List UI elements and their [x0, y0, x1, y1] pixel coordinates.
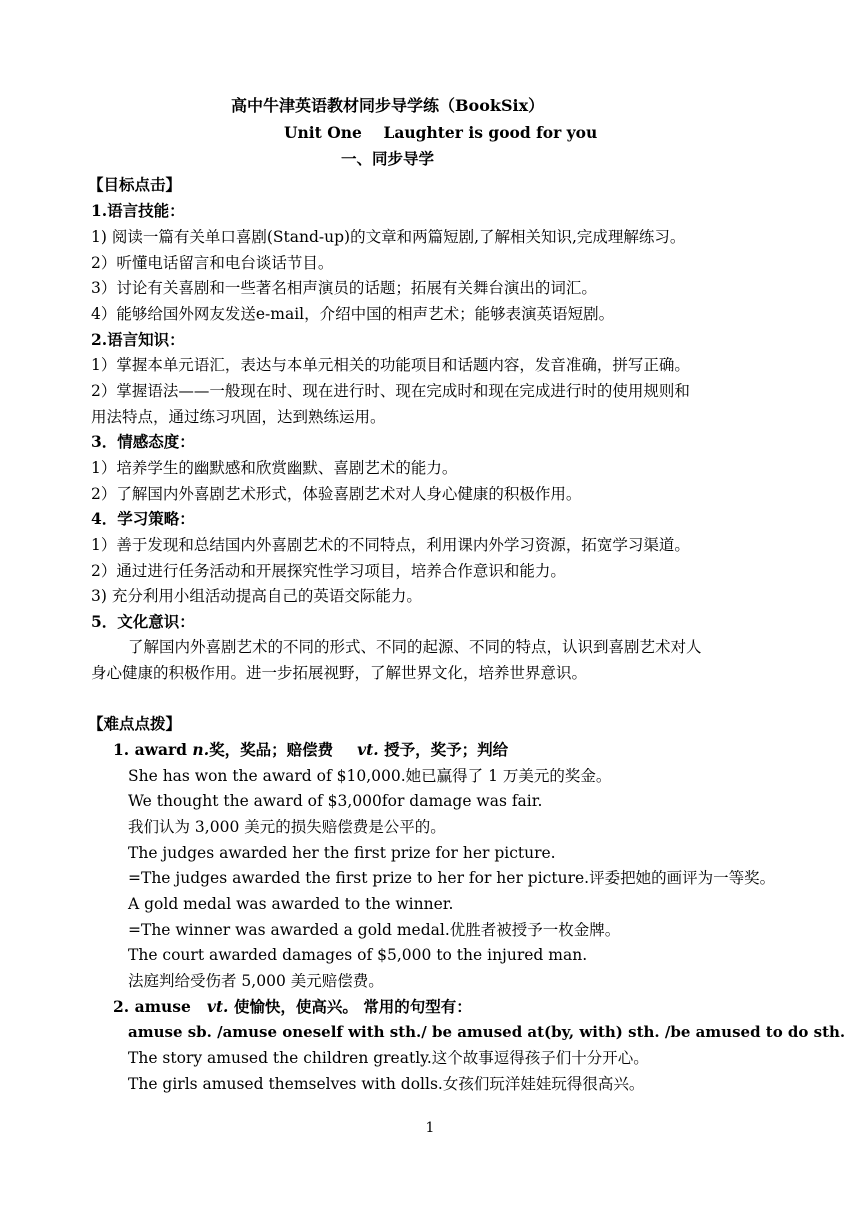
part-of-speech: vt.	[357, 740, 379, 759]
vocab-word: 2. amuse	[113, 997, 191, 1016]
example-sentence: =The winner was awarded a gold medal.优胜者被授予一枚金牌。	[128, 921, 621, 939]
objective-line: 1）善于发现和总结国内外喜剧艺术的不同特点，利用课内外学习资源，拓宽学习渠道。	[91, 536, 690, 554]
objective-line: 了解国内外喜剧艺术的不同的形式、不同的起源、不同的特点，认识到喜剧艺术对人	[128, 638, 702, 656]
objective-line: 2）通过进行任务活动和开展探究性学习项目，培养合作意识和能力。	[91, 562, 566, 580]
example-sentence: The judges awarded her the first prize for her picture.	[128, 844, 556, 862]
difficulties-heading: 【难点点拨】	[88, 714, 182, 733]
doc-title: 高中牛津英语教材同步导学练（BookSix）	[231, 96, 545, 115]
example-sentence: 我们认为 3,000 美元的损失赔偿费是公平的。	[128, 818, 446, 836]
objective-line: 2）听懂电话留言和电台谈话节目。	[91, 254, 334, 272]
objective-line: 1）掌握本单元语汇，表达与本单元相关的功能项目和话题内容，发音准确，拼写正确。	[91, 356, 690, 374]
objectives-heading: 【目标点击】	[88, 175, 182, 194]
vocab-meaning: 使愉快，使高兴。 常用的句型有：	[228, 997, 472, 1016]
example-sentence: =The judges awarded the first prize to her for her picture.评委把她的画评为一等奖。	[128, 869, 776, 887]
page-number: 1	[425, 1120, 435, 1136]
vocab-meaning: 奖，奖品；赔偿费	[209, 740, 334, 759]
example-sentence: A gold medal was awarded to the winner.	[128, 895, 454, 913]
objective-line: 1）培养学生的幽默感和欣赏幽默、喜剧艺术的能力。	[91, 459, 458, 477]
objective-line: 身心健康的积极作用。进一步拓展视野，了解世界文化，培养世界意识。	[91, 664, 588, 682]
section-title: 一、同步导学	[341, 149, 435, 168]
objective-line: 3）讨论有关喜剧和一些著名相声演员的话题；拓展有关舞台演出的词汇。	[91, 279, 597, 297]
example-sentence: The story amused the children greatly.这个故事逗得孩子们十分开心。	[128, 1049, 649, 1067]
objective-line: 1) 阅读一篇有关单口喜剧(Stand-up)的文章和两篇短剧,了解相关知识,完成理解练习。	[91, 228, 686, 246]
example-sentence: The court awarded damages of $5,000 to the injured man.	[128, 946, 588, 964]
objective-line: 4）能够给国外网友发送e-mail，介绍中国的相声艺术；能够表演英语短剧。	[91, 305, 615, 323]
objective-line: 4．学习策略：	[91, 509, 195, 528]
objective-line: 1.语言技能：	[91, 201, 185, 220]
example-sentence: She has won the award of $10,000.她已赢得了 1 万美元的奖金。	[128, 767, 612, 785]
objective-line: 2）了解国内外喜剧艺术形式，体验喜剧艺术对人身心健康的积极作用。	[91, 485, 582, 503]
vocab-word: 1. award	[113, 740, 193, 759]
objective-line: 3) 充分利用小组活动提高自己的英语交际能力。	[91, 587, 422, 605]
objective-line: 3．情感态度：	[91, 432, 195, 451]
objective-line: 用法特点，通过练习巩固，达到熟练运用。	[91, 408, 386, 426]
example-sentence: We thought the award of $3,000for damage was fair.	[128, 792, 543, 810]
vocab-heading-amuse	[113, 996, 472, 1018]
vocab-heading-award	[113, 739, 508, 761]
objective-line: 2.语言知识：	[91, 330, 185, 349]
example-sentence: The girls amused themselves with dolls.女孩们玩洋娃娃玩得很高兴。	[128, 1075, 645, 1093]
objective-line: 2）掌握语法——一般现在时、现在进行时、现在完成时和现在完成进行时的使用规则和	[91, 382, 690, 400]
vocab-meaning: 授予，奖予；判给	[378, 740, 509, 759]
unit-title: Unit One Laughter is good for you	[284, 123, 598, 142]
objective-line: 5．文化意识：	[91, 612, 195, 631]
example-sentence: 法庭判给受伤者 5,000 美元赔偿费。	[128, 972, 384, 990]
part-of-speech: vt.	[206, 997, 229, 1016]
part-of-speech: n.	[192, 740, 210, 759]
sentence-pattern: amuse sb. /amuse oneself with sth./ be amused at(by, with) sth. /be amused to do sth.	[128, 1023, 846, 1041]
